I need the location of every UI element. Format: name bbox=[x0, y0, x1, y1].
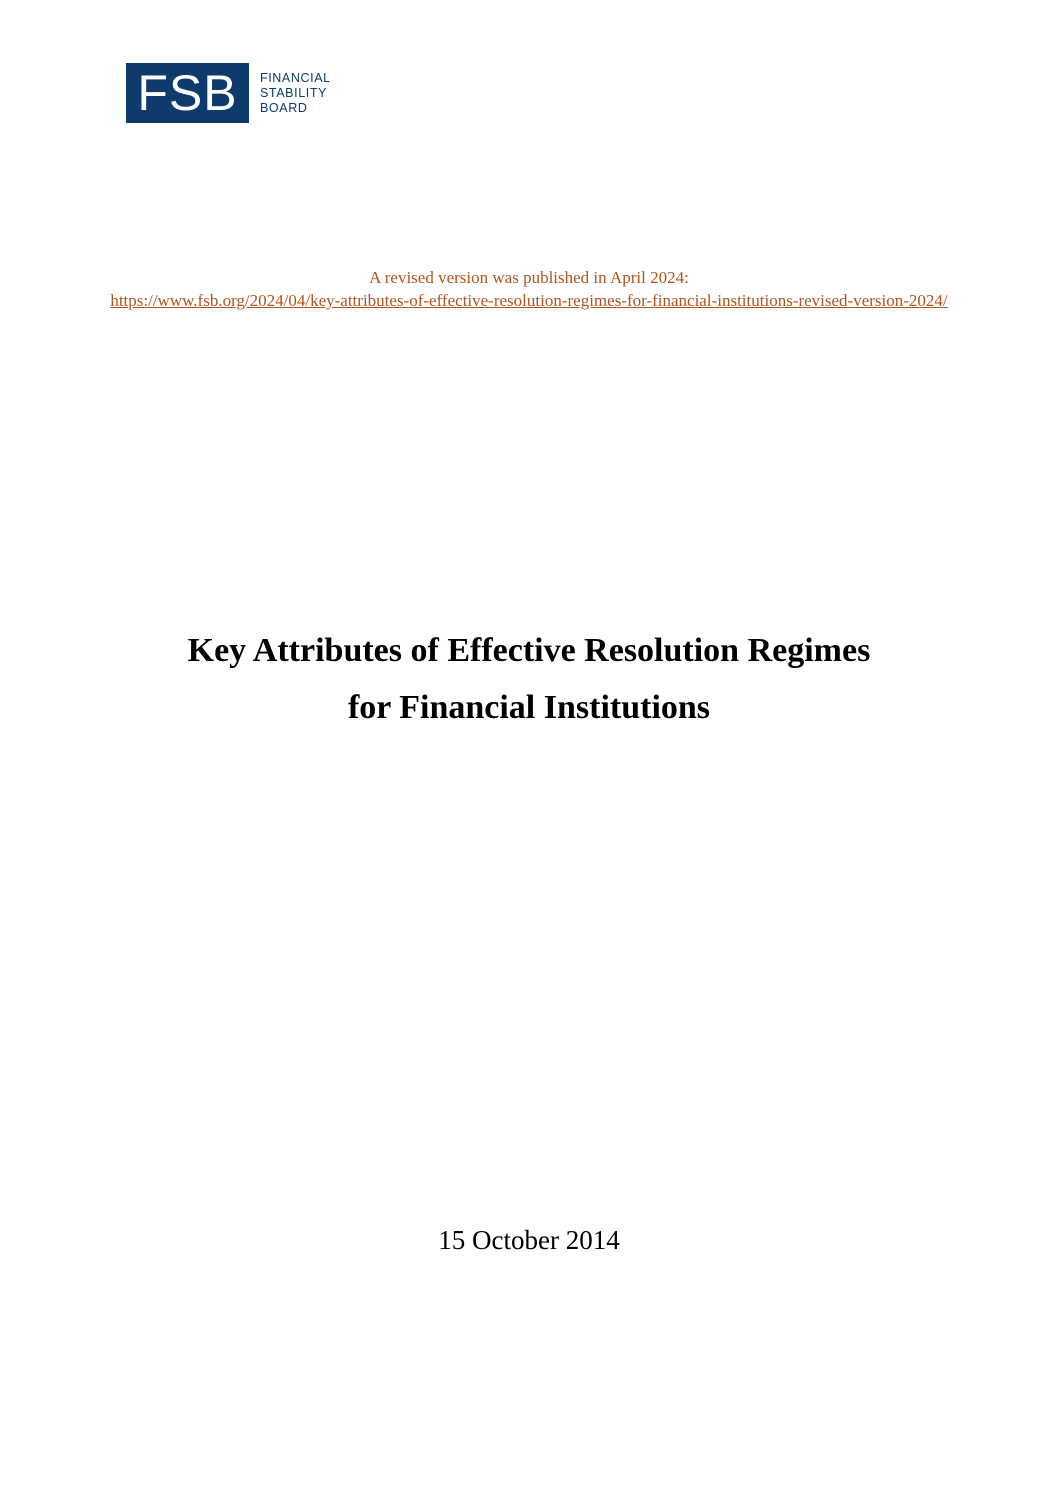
publication-date: 15 October 2014 bbox=[438, 1225, 620, 1255]
fsb-logo-mark: FSB bbox=[137, 65, 238, 121]
fsb-logo-wordmark bbox=[260, 63, 331, 123]
revised-version-link[interactable]: https://www.fsb.org/2024/04/key-attributes-of-effective-resolution-regimes-for-financial-institutions-revised-version-2024/ bbox=[110, 291, 948, 310]
document-title-line-1: Key Attributes of Effective Resolution Regimes bbox=[187, 632, 871, 669]
logo-word-financial: FINANCIAL bbox=[260, 70, 331, 85]
fsb-logo-box bbox=[126, 63, 249, 123]
logo-word-board: BOARD bbox=[260, 100, 308, 115]
fsb-logo bbox=[126, 63, 331, 123]
document-title bbox=[0, 622, 1058, 736]
revision-notice bbox=[0, 266, 1058, 312]
logo-word-stability: STABILITY bbox=[260, 85, 327, 100]
document-title-line-2: for Financial Institutions bbox=[347, 689, 711, 726]
revision-notice-text: A revised version was published in April 2024: bbox=[369, 268, 689, 287]
